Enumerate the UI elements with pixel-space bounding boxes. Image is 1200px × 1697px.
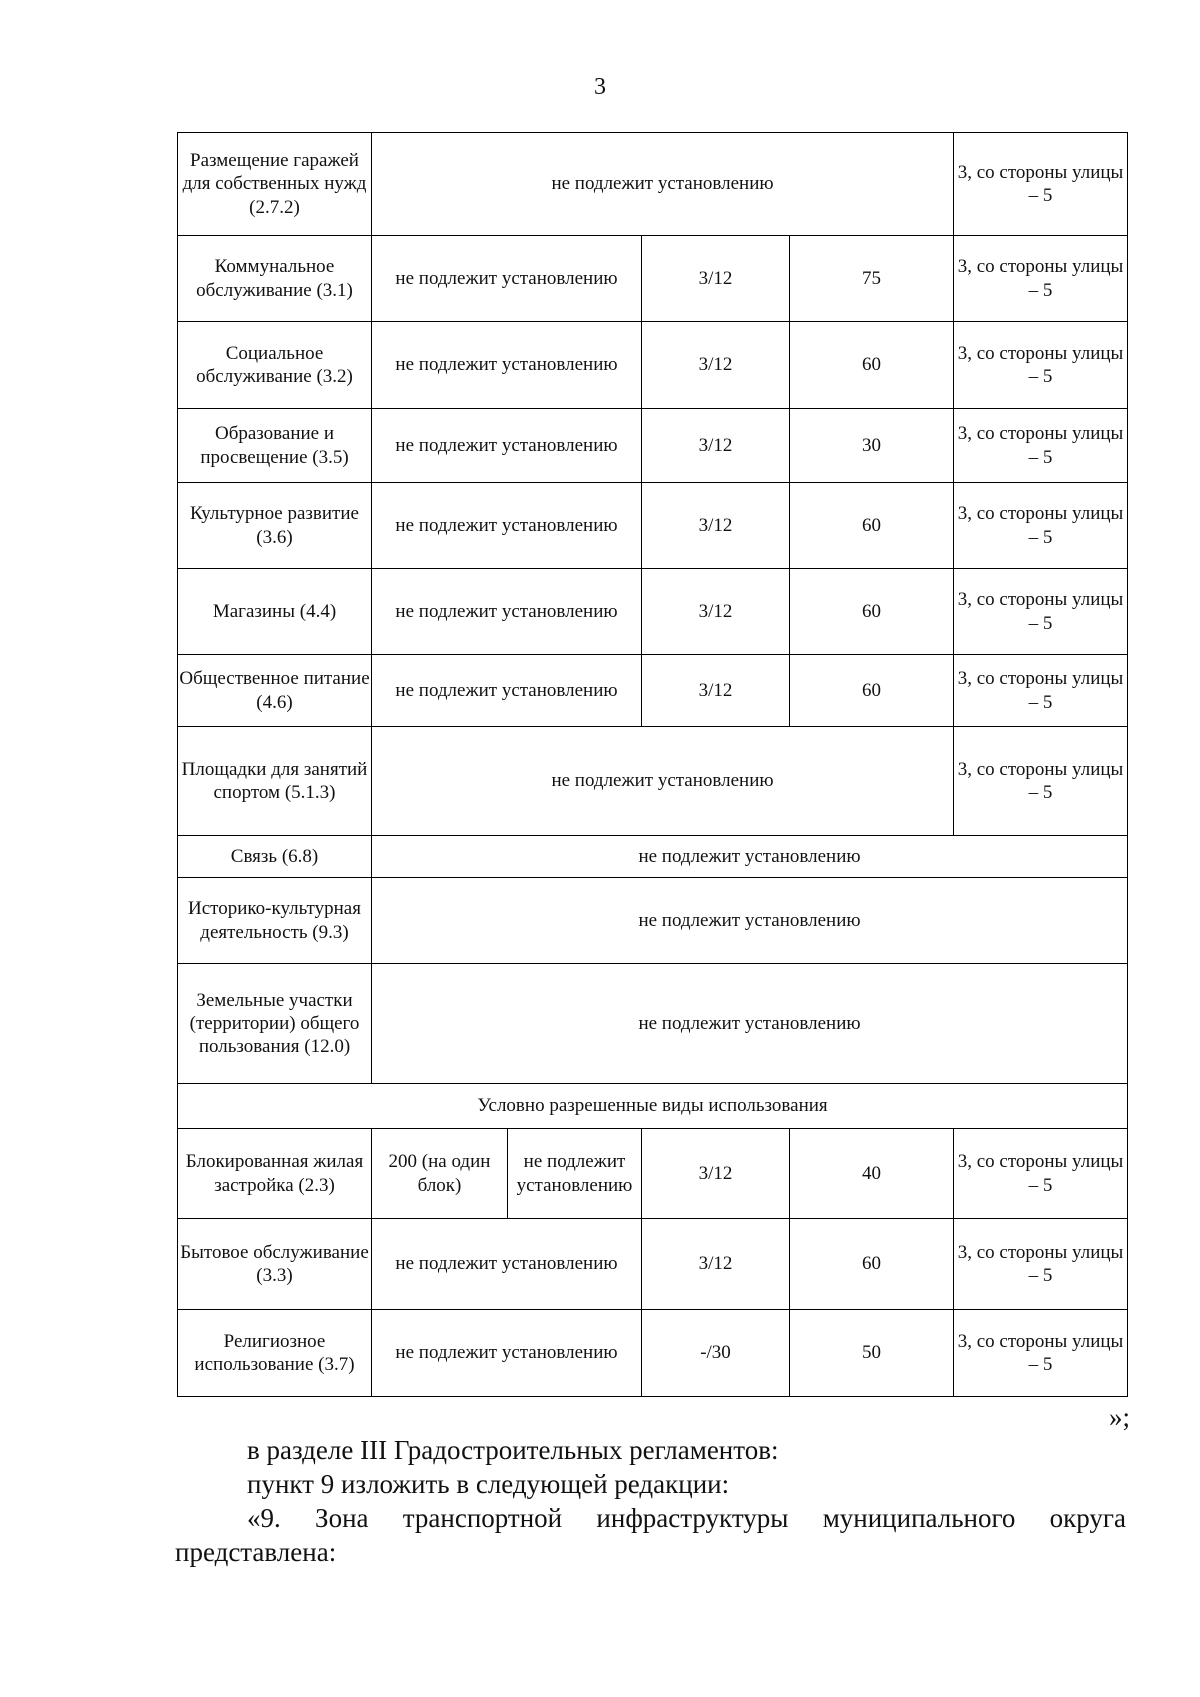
use-name-cell: Культурное развитие (3.6) xyxy=(178,483,372,569)
floors-cell: 3/12 xyxy=(642,1219,790,1310)
use-name-cell: Магазины (4.4) xyxy=(178,569,372,655)
table-row xyxy=(178,133,1128,236)
setback-cell: 3, со стороны улицы – 5 xyxy=(954,569,1128,655)
area-cell: не подлежит установлению xyxy=(372,322,642,409)
page-number: 3 xyxy=(594,74,606,100)
table-row xyxy=(178,409,1128,483)
setback-cell: 3, со стороны улицы – 5 xyxy=(954,409,1128,483)
table-row xyxy=(178,836,1128,878)
use-name-cell: Религиозное использование (3.7) xyxy=(178,1310,372,1397)
setback-cell: 3, со стороны улицы – 5 xyxy=(954,1310,1128,1397)
table-row xyxy=(178,1310,1128,1397)
coverage-cell: 75 xyxy=(790,236,954,322)
setback-cell: 3, со стороны улицы – 5 xyxy=(954,655,1128,727)
coverage-cell: 50 xyxy=(790,1310,954,1397)
use-name-cell: Историко-культурная деятельность (9.3) xyxy=(178,878,372,964)
area-cell: не подлежит установлению xyxy=(372,655,642,727)
floors-cell: 3/12 xyxy=(642,409,790,483)
table-row xyxy=(178,727,1128,836)
setback-cell: 3, со стороны улицы – 5 xyxy=(954,727,1128,836)
use-name-cell: Коммунальное обслуживание (3.1) xyxy=(178,236,372,322)
min-area-cell: 200 (на один блок) xyxy=(372,1129,508,1219)
coverage-cell: 60 xyxy=(790,322,954,409)
table-row xyxy=(178,1219,1128,1310)
coverage-cell: 60 xyxy=(790,1219,954,1310)
coverage-cell: 60 xyxy=(790,483,954,569)
floors-cell: -/30 xyxy=(642,1310,790,1397)
coverage-cell: 30 xyxy=(790,409,954,483)
area-cell: не подлежит установлению xyxy=(372,1219,642,1310)
setback-cell: 3, со стороны улицы – 5 xyxy=(954,236,1128,322)
floors-cell: 3/12 xyxy=(642,1129,790,1219)
coverage-cell: 60 xyxy=(790,569,954,655)
table-row xyxy=(178,569,1128,655)
max-area-cell: не подлежит установлению xyxy=(508,1129,642,1219)
merged-params-cell: не подлежит установлению xyxy=(372,727,954,836)
use-name-cell: Связь (6.8) xyxy=(178,836,372,878)
merged-all-cell: не подлежит установлению xyxy=(372,836,1128,878)
area-cell: не подлежит установлению xyxy=(372,483,642,569)
paragraph-item-instruction: пункт 9 изложить в следующей редакции: xyxy=(247,1469,730,1499)
closing-quote: »; xyxy=(1108,1402,1130,1432)
floors-cell: 3/12 xyxy=(642,569,790,655)
table-row xyxy=(178,322,1128,409)
use-name-cell: Образование и просвещение (3.5) xyxy=(178,409,372,483)
table-row xyxy=(178,1129,1128,1219)
table-row xyxy=(178,655,1128,727)
floors-cell: 3/12 xyxy=(642,236,790,322)
merged-all-cell: не подлежит установлению xyxy=(372,964,1128,1084)
section-header: Условно разрешенные виды использования xyxy=(178,1084,1128,1129)
table-row xyxy=(178,878,1128,964)
use-name-cell: Размещение гаражей для собственных нужд (2.7.2) xyxy=(178,133,372,236)
regulations-table xyxy=(177,132,1128,1397)
setback-cell: 3, со стороны улицы – 5 xyxy=(954,1219,1128,1310)
area-cell: не подлежит установлению xyxy=(372,236,642,322)
table-row xyxy=(178,964,1128,1084)
table-row xyxy=(178,236,1128,322)
area-cell: не подлежит установлению xyxy=(372,409,642,483)
merged-params-cell: не подлежит установлению xyxy=(372,133,954,236)
use-name-cell: Площадки для занятий спортом (5.1.3) xyxy=(178,727,372,836)
setback-cell: 3, со стороны улицы – 5 xyxy=(954,322,1128,409)
setback-cell: 3, со стороны улицы – 5 xyxy=(954,483,1128,569)
floors-cell: 3/12 xyxy=(642,655,790,727)
use-name-cell: Общественное питание (4.6) xyxy=(178,655,372,727)
use-name-cell: Земельные участки (территории) общего пользования (12.0) xyxy=(178,964,372,1084)
use-name-cell: Блокированная жилая застройка (2.3) xyxy=(178,1129,372,1219)
coverage-cell: 60 xyxy=(790,655,954,727)
merged-all-cell: не подлежит установлению xyxy=(372,878,1128,964)
coverage-cell: 40 xyxy=(790,1129,954,1219)
use-name-cell: Бытовое обслуживание (3.3) xyxy=(178,1219,372,1310)
paragraph-section-intro: в разделе III Градостроительных регламентов: xyxy=(247,1435,779,1465)
use-name-cell: Социальное обслуживание (3.2) xyxy=(178,322,372,409)
floors-cell: 3/12 xyxy=(642,322,790,409)
table-row xyxy=(178,483,1128,569)
section-header-row xyxy=(178,1084,1128,1129)
floors-cell: 3/12 xyxy=(642,483,790,569)
area-cell: не подлежит установлению xyxy=(372,569,642,655)
area-cell: не подлежит установлению xyxy=(372,1310,642,1397)
paragraph-zone-definition: «9. Зона транспортной инфраструктуры муниципального округа представлена: xyxy=(175,1503,1126,1567)
setback-cell: 3, со стороны улицы – 5 xyxy=(954,1129,1128,1219)
setback-cell: 3, со стороны улицы – 5 xyxy=(954,133,1128,236)
